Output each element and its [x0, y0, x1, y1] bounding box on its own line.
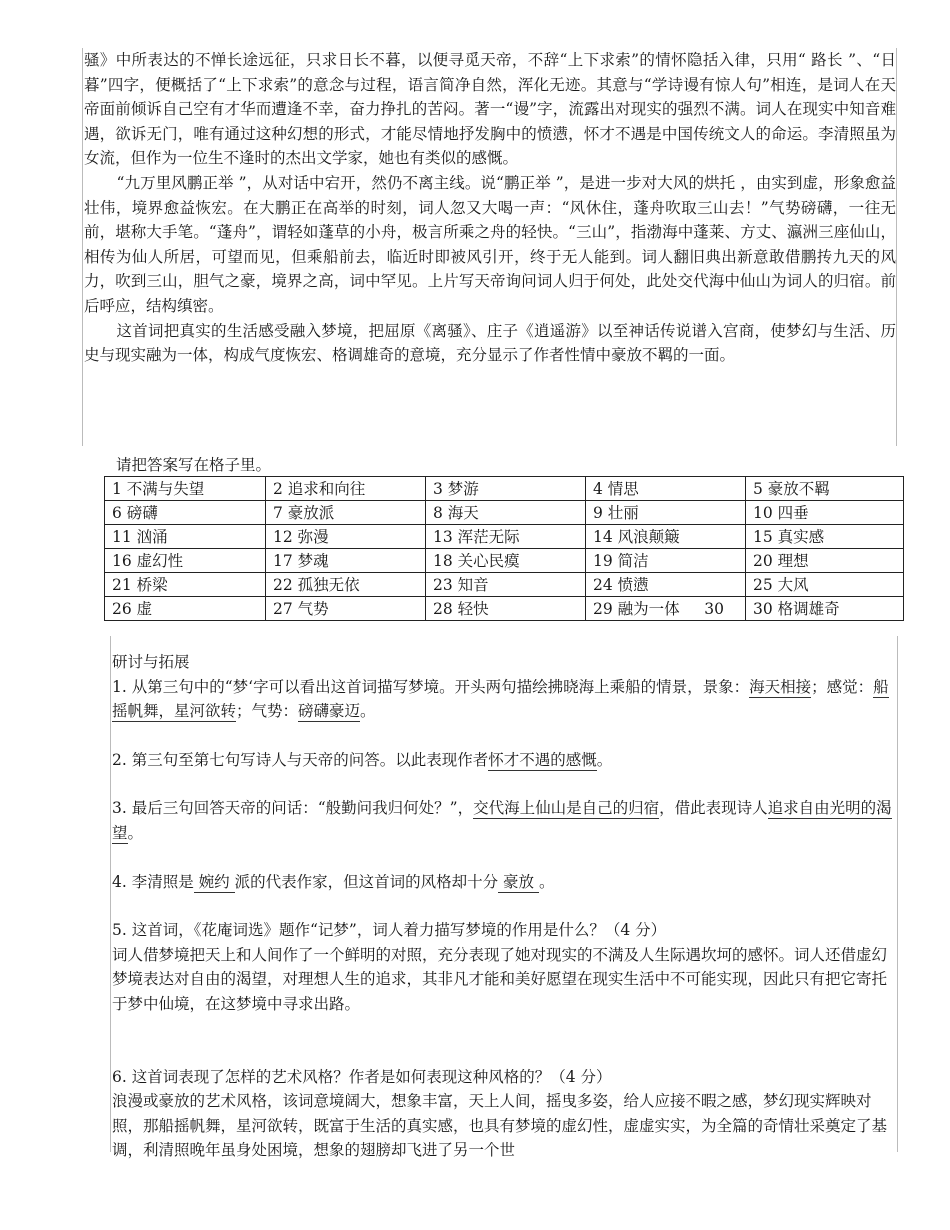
table-cell: 21 桥梁 — [105, 573, 266, 597]
table-cell: 3 梦游 — [426, 477, 586, 501]
table-row — [105, 549, 904, 573]
question-6: 6. 这首词表现了怎样的艺术风格？作者是如何表现这种风格的？（4 分） — [112, 1067, 612, 1086]
question-text: ；感觉： — [811, 677, 874, 696]
question-text: 。 — [360, 702, 376, 721]
table-cell: 12 弥漫 — [266, 525, 426, 549]
passage-paragraph-2: “九万里风鹏正举 ”，从对话中宕开，然仍不离主线。说“鹏正举 ”，是进一步对大风的烘托 ，由实到虚，形象愈益壮伟，境界愈益恢宏。在大鹏正在高举的时刻，词人忽又大喝一声：“风休住，蓬舟吹取三山去！”气势磅礴，一往无前，堪称大手笔。“蓬舟”，谓轻如蓬草的小舟，极言所乘之舟的轻快。“三山”，指渤海中蓬莱、方丈、瀛洲三座仙山，相传为仙人所居，可望而见，但乘船前去，临近时即被风引开，终于无人能到。词人翻旧典出新意敢借鹏抟九天的风力，吹到三山，胆气之豪，境界之高，词中罕见。上片写天帝询问词人归于何处，此处交代海中仙山为词人的归宿。前后呼应，结构缜密。 — [84, 173, 896, 315]
table-cell: 29 融为一体 30 — [586, 597, 746, 621]
table-cell: 23 知音 — [426, 573, 586, 597]
table-cell: 8 海天 — [426, 501, 586, 525]
table-row — [105, 525, 904, 549]
left-margin-line-lower — [110, 636, 111, 1152]
question-4 — [112, 870, 898, 895]
table-cell: 5 豪放不羁 — [746, 477, 904, 501]
question-text: 。 — [538, 872, 555, 891]
question-1 — [112, 675, 898, 724]
table-row — [105, 573, 904, 597]
answer-text: 怀才不遇的感慨 — [488, 750, 597, 769]
question-text: 3. 最后三句回答天帝的问话：“般勤问我归何处？”， — [112, 799, 474, 818]
table-instruction: 请把答案写在格子里。 — [116, 456, 272, 474]
table-row — [105, 597, 904, 621]
table-cell: 24 愤懑 — [586, 573, 746, 597]
question-text: ，借此表现诗人 — [659, 799, 768, 818]
question-text: 1. 从第三句中的“梦‘字可以看出这首词描写梦境。开头两句描绘拂晓海上乘船的情景，景象： — [112, 677, 750, 696]
table-cell: 1 不满与失望 — [105, 477, 266, 501]
answer-5: 词人借梦境把天上和人间作了一个鲜明的对照，充分表现了她对现实的不满及人生际遇坎坷的感怀。词人还借虚幻梦境表达对自由的渴望，对理想人生的追求，其非凡才能和美好愿望在现实生活中不可能实现，因此只有把它寄托于梦中仙境，在这梦境中寻求出路。 — [112, 945, 888, 1013]
answer-text: 交代海上仙山是自己的归宿 — [473, 799, 660, 818]
table-cell: 2 追求和向往 — [266, 477, 426, 501]
answer-6: 浪漫或豪放的艺术风格，该词意境阔大，想象丰富，天上人间，摇曳多姿，给人应接不暇之感，梦幻现实辉映对照，那船摇帆舞，星河欲转，既富于生活的真实感，也具有梦境的虚幻性，虚虚实实，为全篇的奇情壮采奠定了基调，利清照晚年虽身处困境，想象的翅膀却飞进了另一个世 — [112, 1092, 888, 1160]
table-cell: 19 简洁 — [586, 549, 746, 573]
table-cell: 10 四垂 — [746, 501, 904, 525]
answer-text: 追求自由光明的渴望 — [112, 799, 892, 842]
passage-paragraph-3: 这首词把真实的生活感受融入梦境，把屈原《离骚》、庄子《逍遥游》以至神话传说谱入宫商，使梦幻与生活、历史与现实融为一体，构成气度恢宏、格调雄奇的意境，充分显示了作者性情中豪放不羁的一面。 — [84, 321, 896, 365]
question-text: 2. 第三句至第七句写诗人与天帝的问答。以此表现作者 — [112, 750, 489, 769]
section-heading: 研讨与拓展 — [112, 653, 190, 671]
answer-text: 船摇帆舞，星河欲转 — [112, 677, 889, 721]
passage-paragraph-1: 骚》中所表达的不惮长途远征，只求日长不暮，以便寻觅天帝，不辞“上下求索”的情怀隐括入律，只用“ 路长 ”、“日暮”四字，便概括了“上下求索”的意念与过程，语言简净自然，浑化无迹。其意与“学诗谩有惊人句”相连，是词人在天帝面前倾诉自己空有才华而遭逢不幸，奋力挣扎的苦闷。著一“谩”字，流露出对现实的强烈不满。词人在现实中知音难遇，欲诉无门，唯有通过这种幻想的形式，才能尽情地抒发胸中的愤懑，怀才不遇是中国传统文人的命运。李清照虽为女流，但作为一位生不逢时的杰出文学家，她也有类似的感慨。 — [84, 51, 896, 168]
answer-text: 磅礴豪迈 — [298, 702, 361, 721]
table-cell: 30 格调雄奇 — [746, 597, 904, 621]
table-cell: 28 轻快 — [426, 597, 586, 621]
table-cell: 25 大风 — [746, 573, 904, 597]
table-row — [105, 477, 904, 501]
question-text: 。 — [596, 750, 613, 769]
table-cell: 18 关心民瘼 — [426, 549, 586, 573]
table-cell: 4 情思 — [586, 477, 746, 501]
table-cell: 16 虚幻性 — [105, 549, 266, 573]
answer-text: 婉约 — [193, 872, 235, 891]
question-text: 派的代表作家，但这首词的风格却十分 — [234, 872, 499, 891]
question-2 — [112, 748, 898, 773]
question-5: 5. 这首词，《花庵词选》题作“记梦”，词人着力描写梦境的作用是什么？（4 分） — [112, 921, 667, 940]
table-cell: 22 孤独无依 — [266, 573, 426, 597]
answer-text: 豪放 — [498, 872, 539, 891]
answer-text: 海天相接 — [749, 677, 812, 696]
table-cell: 15 真实感 — [746, 525, 904, 549]
answer-table — [104, 476, 904, 621]
table-cell: 13 浑茫无际 — [426, 525, 586, 549]
question-text: ；气势： — [236, 702, 299, 721]
table-row — [105, 501, 904, 525]
left-margin-line — [82, 48, 83, 446]
table-cell: 26 虚 — [105, 597, 266, 621]
table-cell: 7 豪放派 — [266, 501, 426, 525]
table-cell: 6 磅礴 — [105, 501, 266, 525]
question-text: 4. 李清照是 — [112, 872, 194, 891]
right-margin-line — [896, 48, 897, 446]
table-cell: 20 理想 — [746, 549, 904, 573]
question-3 — [112, 796, 898, 845]
passage-analysis — [84, 48, 896, 368]
table-cell: 11 汹涌 — [105, 525, 266, 549]
table-cell: 14 风浪颠簸 — [586, 525, 746, 549]
question-text: 。 — [127, 823, 144, 842]
table-cell: 9 壮丽 — [586, 501, 746, 525]
table-cell: 17 梦魂 — [266, 549, 426, 573]
table-cell: 27 气势 — [266, 597, 426, 621]
discussion-section — [112, 650, 898, 1163]
